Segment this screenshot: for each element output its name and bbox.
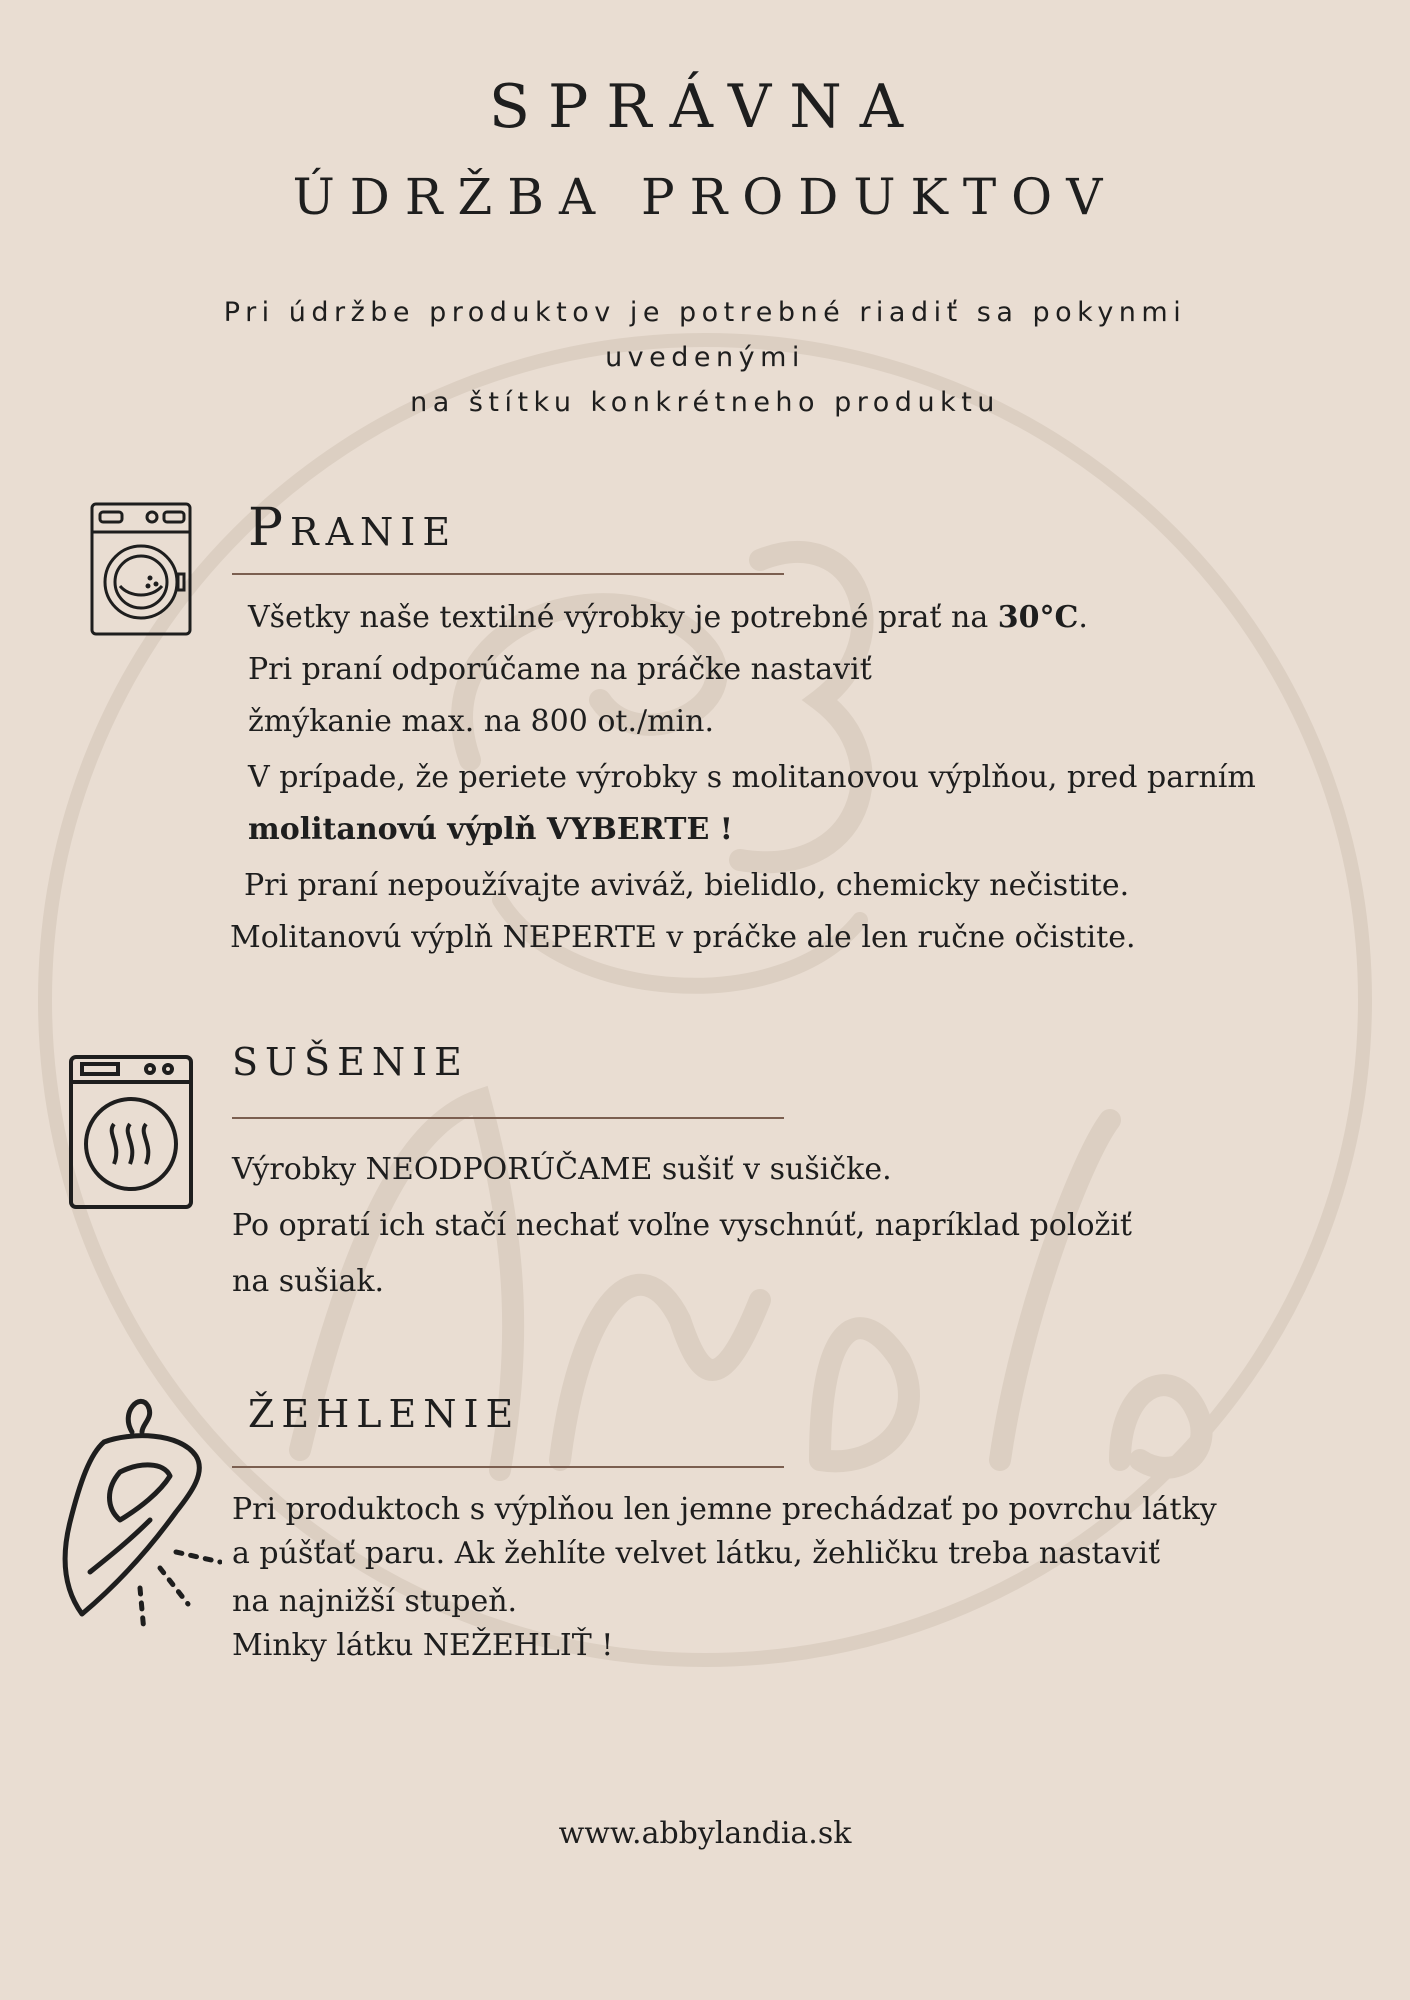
susenie-line-2: Po opratí ich stačí nechať voľne vyschnúť, napríklad položiť <box>232 1208 1132 1243</box>
zehlenie-line-1: Pri produktoch s výplňou len jemne prechádzať po povrchu látky <box>232 1492 1217 1527</box>
footer-website[interactable]: www.abbylandia.sk <box>558 1816 852 1851</box>
intro-line-3: na štítku konkrétneho produktu <box>410 387 1000 418</box>
pranie-line-7: Molitanovú výplň NEPERTE v práčke ale len ručne očistite. <box>230 920 1136 955</box>
steam-iron-icon <box>60 1392 222 1640</box>
washing-machine-icon <box>90 502 192 636</box>
divider-zehlenie <box>232 1466 784 1468</box>
heading-susenie: SUŠENIE <box>232 1040 469 1084</box>
susenie-line-1: Výrobky NEODPORÚČAME sušiť v sušičke. <box>232 1152 892 1187</box>
page-subtitle: ÚDRŽBA PRODUKTOV <box>292 168 1118 226</box>
pranie-line-4: V prípade, že periete výrobky s molitanovou výplňou, pred parním <box>248 760 1256 795</box>
pranie-line-6: Pri praní nepoužívajte aviváž, bielidlo, chemicky nečistite. <box>244 868 1130 903</box>
susenie-line-3: na sušiak. <box>232 1264 385 1299</box>
pranie-line-1: Všetky naše textilné výrobky je potrebné prať na 30°C. <box>248 600 1088 635</box>
zehlenie-line-4: Minky látku NEŽEHLIŤ ! <box>232 1628 614 1663</box>
divider-susenie <box>232 1117 784 1119</box>
heading-zehlenie: ŽEHLENIE <box>248 1392 521 1436</box>
intro-line-2: uvedenými <box>605 342 805 373</box>
pranie-line-5: molitanovú výplň VYBERTE ! <box>248 812 733 847</box>
intro-line-1: Pri údržbe produktov je potrebné riadiť sa pokynmi <box>223 297 1187 328</box>
zehlenie-line-3: na najnižší stupeň. <box>232 1584 518 1619</box>
divider-pranie <box>232 573 784 575</box>
page-title: SPRÁVNA <box>488 72 922 142</box>
zehlenie-line-2: a púšťať paru. Ak žehlíte velvet látku, žehličku treba nastaviť <box>232 1536 1161 1571</box>
intro-text <box>150 290 1260 425</box>
pranie-line-3: žmýkanie max. na 800 ot./min. <box>248 704 714 739</box>
pranie-line-2: Pri praní odporúčame na práčke nastaviť <box>248 652 872 687</box>
heading-pranie: PRANIE <box>248 498 458 558</box>
tumble-dryer-icon <box>68 1054 194 1210</box>
